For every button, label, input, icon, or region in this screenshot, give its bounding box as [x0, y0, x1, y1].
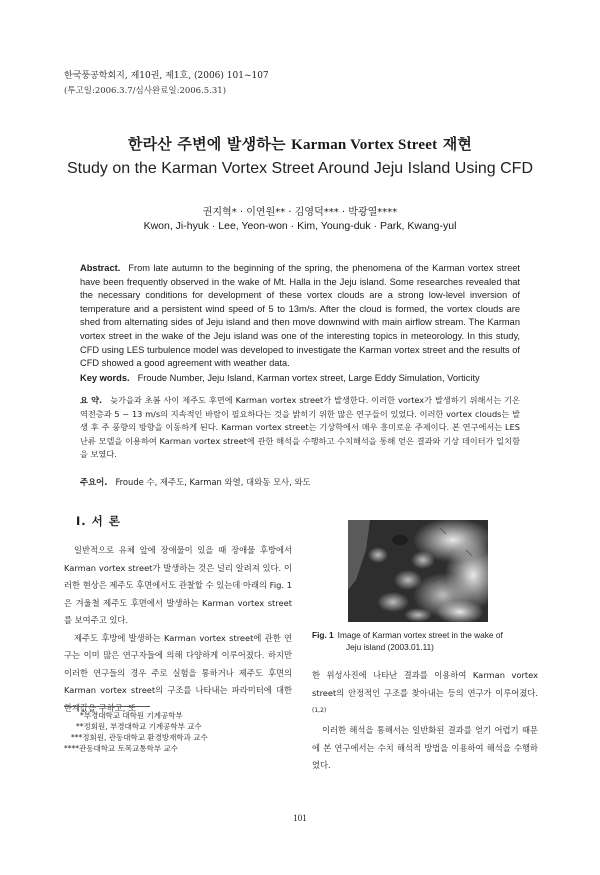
abstract-text: From late autumn to the beginning of the spring, the phenomena of the Karman vortex street have been frequently observed in the wake of Mt. Halla in the Jeju island. Some researches revealed that the necessary conditions for development of these vortex clouds are a strong low-level inversion of temperature and a persistent wind speed of 5 to 13m/s. After the cloud is formed, the vortex clouds are shed from alternating sides of Jeju island and then move downwind with main airflow stream. The Karman vortex street in the wake of the Jeju island was one of the interesting topics in meteorology. In this study, CFD using LES turbulence model was developed to investigate the Karman vortex street and the results of CFD showed a good agreement with weather data. — [80, 263, 520, 369]
figure-label: Fig. 1 — [312, 630, 334, 640]
left-column — [64, 542, 292, 717]
figure-caption-line-2: Jeju island (2003.01.11) — [346, 641, 434, 652]
citation-ref: (1,2) — [312, 707, 327, 714]
keywords-text: Froude Number, Jeju Island, Karman vortex street, Large Eddy Simulation, Vorticity — [137, 373, 480, 383]
keywords — [80, 373, 520, 383]
intro-paragraph-4: 이러한 해석을 통해서는 일반화된 결과를 얻기 어렵기 때문에 본 연구에서는 수치 해석적 방법을 이용하여 해석을 수행하였다. — [312, 725, 538, 771]
intro-paragraph-3 — [312, 667, 538, 722]
korean-keywords-label: 주요어. — [80, 477, 108, 487]
abstract — [80, 262, 520, 371]
intro-paragraph-3-text: 한 위성사진에 나타난 결과를 이용하여 Karman vortex street의 안정적인 구조를 찾아내는 등의 연구가 이루어졌다. — [312, 670, 538, 698]
footnote-item: ***정회원, 관동대학교 환경방재학과 교수 — [71, 733, 208, 742]
title-korean-emphasis: Karman Vortex Street — [291, 137, 438, 153]
title-korean-prefix: 한라산 주변에 발생하는 — [127, 135, 292, 153]
satellite-image — [348, 520, 488, 622]
authors-korean: 권지혁* · 이연원** · 김영덕*** · 박광열**** — [202, 207, 398, 218]
korean-abstract — [80, 394, 520, 462]
submission-dates: (투고일:2006.3.7/심사완료일:2006.5.31) — [64, 86, 227, 96]
korean-abstract-text: 늦가을과 초봄 사이 제주도 후면에 Karman vortex street가 발생한다. 이러한 vortex가 발생하기 위해서는 기온 역전층과 5 ~ 13 m/s의 지속적인 바람이 필요하다는 것을 밝히기 위한 많은 연구들이 있었다. 이러한 vortex clouds는 발생 후 주 풍향의 방향을 이동하게 된다. Karman vortex street는 기상학에서 매우 흥미로운 주제이다. 본 연구에서는 LES 난류 모델을 이용하여 Karman vortex street에 관한 해석을 수행하고 수치해석을 통해 얻은 결과와 기상 데이터가 일치함을 보였다. — [80, 395, 520, 460]
intro-paragraph-1: 일반적으로 유체 앞에 장애물이 있을 때 장애물 후방에서 Karman vortex street가 발생하는 것은 널리 알려져 있다. 이러한 현상은 제주도 후면에서도 관찰할 수 있는데 아래의 Fig. 1은 겨울철 제주도 후면에서 발생하는 Karman vortex street를 보여주고 있다. — [64, 545, 292, 625]
title-korean-suffix: 재현 — [437, 135, 473, 153]
footnote-item: ****관동대학교 토목교통학부 교수 — [64, 744, 178, 753]
right-column — [312, 667, 538, 775]
korean-keywords — [80, 476, 520, 488]
korean-abstract-label: 요 약. — [80, 395, 103, 405]
keywords-label: Key words. — [80, 373, 130, 383]
title-korean — [0, 133, 600, 154]
korean-keywords-text: Froude 수, 제주도, Karman 와열, 대와동 모사, 와도 — [115, 477, 311, 487]
footnotes — [64, 710, 208, 754]
footnote-item: **정회원, 부경대학교 기계공학부 교수 — [76, 722, 202, 731]
footnote-divider — [64, 706, 150, 707]
satellite-image-graphic — [348, 520, 488, 622]
title-english: Study on the Karman Vortex Street Around Jeju Island Using CFD — [66, 160, 534, 177]
figure-caption — [312, 630, 538, 653]
figure-caption-line-1: Image of Karman vortex street in the wake of — [337, 630, 503, 640]
section-heading: I. 서 론 — [76, 514, 121, 528]
journal-citation: 한국풍공학회지, 제10권, 제1호, (2006) 101~107 — [64, 71, 269, 81]
authors-english: Kwon, Ji-hyuk · Lee, Yeon-won · Kim, Young-duk · Park, Kwang-yul — [143, 220, 457, 232]
abstract-label: Abstract. — [80, 263, 121, 273]
page-number: 101 — [293, 813, 307, 823]
intro-paragraph-2: 제주도 후방에 발생하는 Karman vortex street에 관한 연구는 이미 많은 연구자들에 의해 다양하게 이루어졌다. 하지만 이러한 연구들의 경우 주로 실험을 통하거나 제주도 후면의 Karman vortex street의 구조를 나타내는 파라미터에 대한 한계값을 구하고, 또 — [64, 632, 292, 713]
footnote-item: *부경대학교 대학원 기계공학부 — [80, 711, 183, 720]
